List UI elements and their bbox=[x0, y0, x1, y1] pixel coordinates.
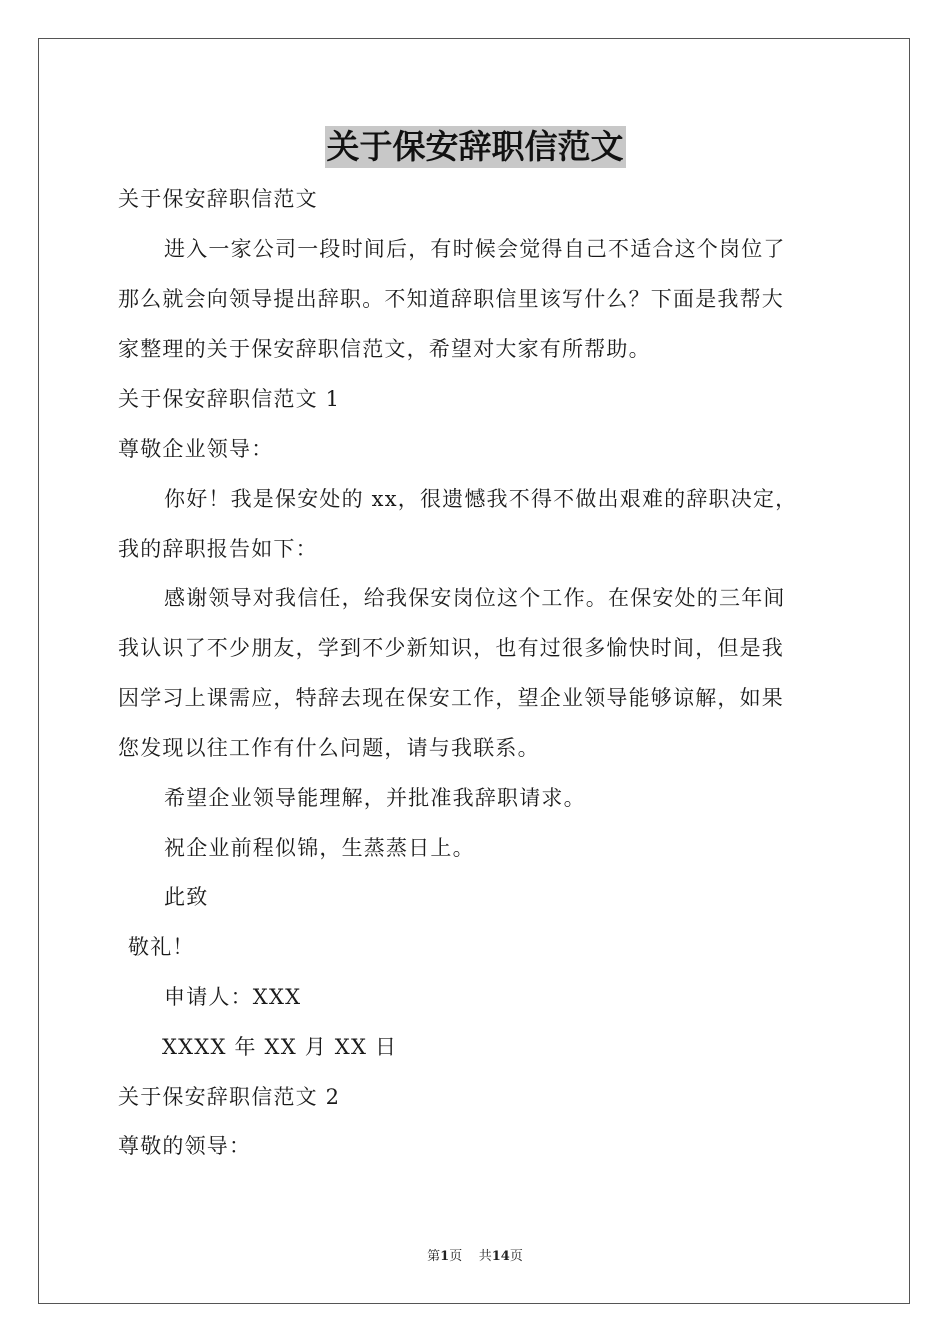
paragraph-line: 我的辞职报告如下： bbox=[118, 537, 318, 561]
paragraph-line: 感谢领导对我信任，给我保安岗位这个工作。在保安处的三年间 bbox=[164, 586, 786, 610]
salutation: 尊敬的领导： bbox=[118, 1134, 252, 1158]
footer-total-pages: 14 bbox=[491, 1249, 510, 1264]
closing-salute: 敬礼！ bbox=[128, 935, 195, 959]
paragraph-line: 家整理的关于保安辞职信范文，希望对大家有所帮助。 bbox=[118, 337, 651, 361]
section-heading-1: 关于保安辞职信范文 1 bbox=[118, 387, 341, 411]
applicant-line: 申请人：XXX bbox=[164, 985, 302, 1009]
page-footer bbox=[0, 1248, 950, 1266]
paragraph-line: 我认识了不少朋友，学到不少新知识，也有过很多愉快时间，但是我 bbox=[118, 636, 784, 660]
salutation: 尊敬企业领导： bbox=[118, 437, 274, 461]
paragraph-line: 进入一家公司一段时间后，有时候会觉得自己不适合这个岗位了 bbox=[164, 237, 786, 261]
title-container bbox=[0, 126, 950, 168]
paragraph-line: 希望企业领导能理解，并批准我辞职请求。 bbox=[164, 786, 586, 810]
footer-page-unit: 页 bbox=[449, 1249, 463, 1264]
footer-total-prefix: 共 bbox=[478, 1249, 492, 1264]
subtitle-line: 关于保安辞职信范文 bbox=[118, 187, 318, 211]
footer-total-unit: 页 bbox=[509, 1249, 523, 1264]
date-line: XXXX 年 XX 月 XX 日 bbox=[162, 1035, 398, 1059]
paragraph-line: 因学习上课需应，特辞去现在保安工作，望企业领导能够谅解，如果 bbox=[118, 686, 784, 710]
paragraph-line: 你好！我是保安处的 xx，很遗憾我不得不做出艰难的辞职决定， bbox=[164, 487, 798, 511]
paragraph-line: 那么就会向领导提出辞职。不知道辞职信里该写什么？下面是我帮大 bbox=[118, 287, 784, 311]
section-heading-2: 关于保安辞职信范文 2 bbox=[118, 1085, 341, 1109]
footer-prefix: 第 bbox=[427, 1249, 441, 1264]
page-border bbox=[38, 38, 910, 1304]
paragraph-line: 您发现以往工作有什么问题，请与我联系。 bbox=[118, 736, 540, 760]
paragraph-line: 祝企业前程似锦，生蒸蒸日上。 bbox=[164, 836, 475, 860]
document-title: 关于保安辞职信范文 bbox=[326, 127, 624, 166]
closing-line: 此致 bbox=[164, 885, 209, 909]
footer-page-number: 1 bbox=[440, 1249, 450, 1264]
